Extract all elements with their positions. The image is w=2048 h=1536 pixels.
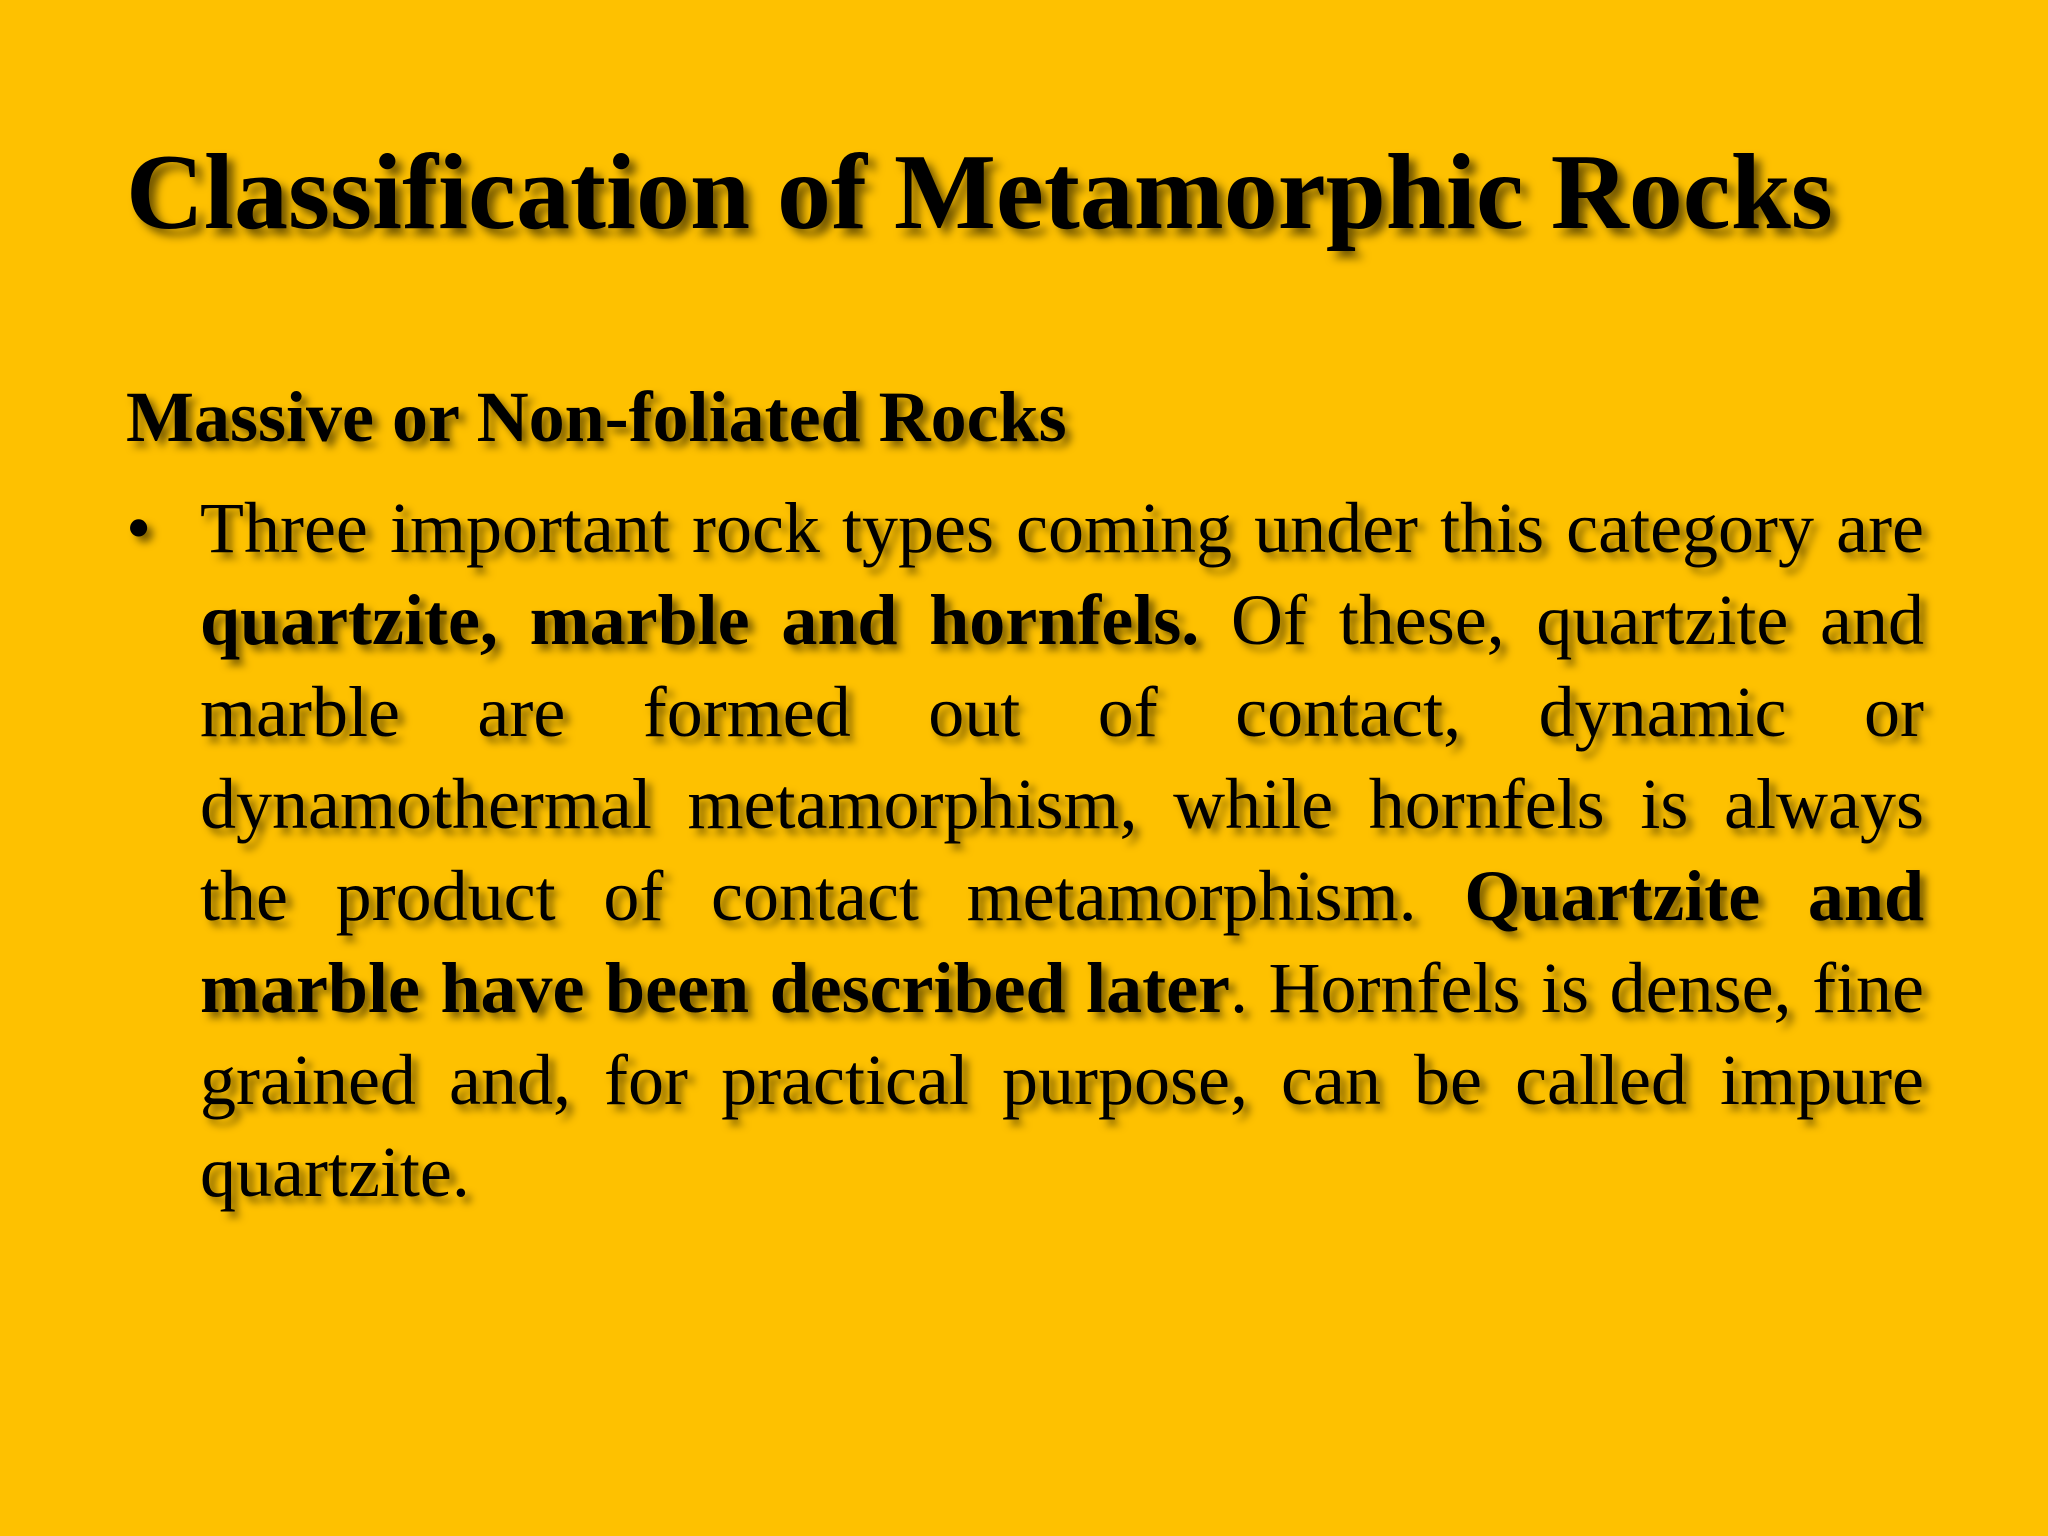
bullet-text-part-3: . Hornfels is dense, fine grained and, for practical purpose, can be called impure quartzite.: [200, 948, 1925, 1212]
bullet-bold-rock-types: quartzite, marble and hornfels.: [200, 580, 1200, 660]
slide-title: Classification of Metamorphic Rocks: [126, 133, 1833, 252]
bullet-text-part-2: Of these, quartzite and marble are formed out of contact, dynamic or dynamothermal metamorphism, while hornfels is always the product of contact metamorphism.: [200, 580, 1925, 936]
bullet-paragraph: [200, 482, 1924, 1218]
bullet-marker: •: [126, 488, 152, 568]
section-heading: Massive or Non-foliated Rocks: [126, 377, 1067, 457]
bullet-text-part-1: Three important rock types coming under this category are: [200, 488, 1924, 568]
bullet-bold-described-later: Quartzite and marble have been described later: [200, 856, 1924, 1028]
